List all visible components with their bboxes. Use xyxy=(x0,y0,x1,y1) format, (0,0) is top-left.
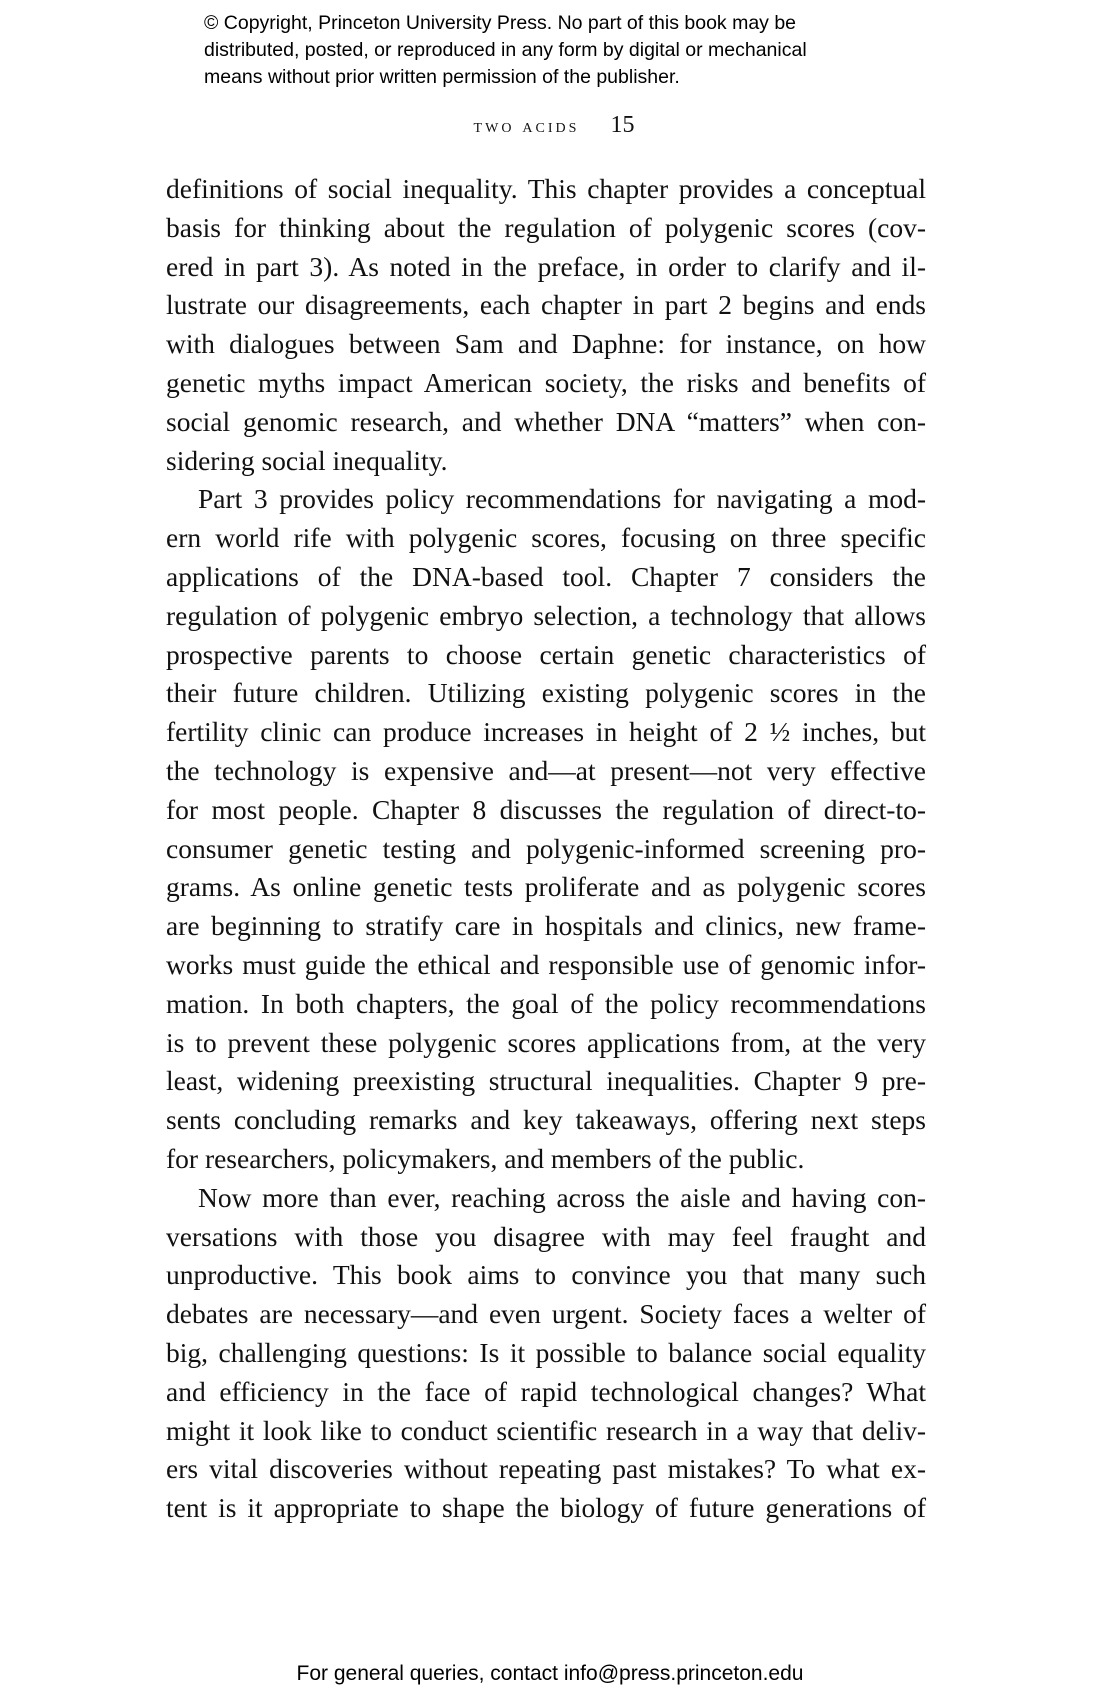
text-line: sidering social inequality. xyxy=(166,444,448,476)
text-line: the technology is expensive and—at present—not very effective xyxy=(166,754,926,786)
text-line: grams. As online genetic tests proliferate and as polygenic scores xyxy=(166,871,926,903)
copyright-notice xyxy=(204,10,924,91)
text-line: genetic myths impact American society, the risks and benefits of xyxy=(166,366,926,398)
text-line: applications of the DNA-based tool. Chapter 7 considers the xyxy=(166,560,926,592)
text-line: their future children. Utilizing existing polygenic scores in the xyxy=(166,677,926,709)
page-number: 15 xyxy=(610,112,635,138)
body-text xyxy=(166,170,926,1528)
text-line: with dialogues between Sam and Daphne: for instance, on how xyxy=(166,328,926,360)
text-line: sents concluding remarks and key takeaways, offering next steps xyxy=(166,1104,926,1136)
text-line: lustrate our disagreements, each chapter in part 2 begins and ends xyxy=(166,289,926,321)
text-line: might it look like to conduct scientific research in a way that deliv- xyxy=(166,1414,926,1446)
running-head xyxy=(0,110,1100,141)
text-line: and efficiency in the face of rapid technological changes? What xyxy=(166,1375,926,1407)
footer-contact: For general queries, contact info@press.princeton.edu xyxy=(296,1662,804,1685)
text-line: debates are necessary—and even urgent. Society faces a welter of xyxy=(166,1298,926,1330)
text-line: Part 3 provides policy recommendations for navigating a mod- xyxy=(198,483,926,515)
text-line: tent is it appropriate to shape the biology of future generations of xyxy=(166,1492,926,1524)
text-line: ers vital discoveries without repeating past mistakes? To what ex- xyxy=(166,1453,926,1485)
text-line: basis for thinking about the regulation of polygenic scores (cov- xyxy=(166,211,926,243)
text-line: fertility clinic can produce increases in height of 2 ½ inches, but xyxy=(166,716,926,748)
text-line: least, widening preexisting structural inequalities. Chapter 9 pre- xyxy=(166,1065,926,1097)
text-line: social genomic research, and whether DNA “matters” when con- xyxy=(166,405,926,437)
text-line: works must guide the ethical and responsible use of genomic infor- xyxy=(166,948,926,980)
text-line: mation. In both chapters, the goal of the policy recommendations xyxy=(166,987,926,1019)
text-line: ered in part 3). As noted in the preface, in order to clarify and il- xyxy=(166,250,926,282)
copyright-line: © Copyright, Princeton University Press. No part of this book may be xyxy=(204,12,797,34)
copyright-line: means without prior written permission of the publisher. xyxy=(204,66,680,88)
copyright-line: distributed, posted, or reproduced in any form by digital or mechanical xyxy=(204,39,807,61)
running-head-title: two acids xyxy=(473,115,580,137)
text-line: are beginning to stratify care in hospitals and clinics, new frame- xyxy=(166,910,926,942)
text-line: consumer genetic testing and polygenic-informed screening pro- xyxy=(166,832,926,864)
text-line: Now more than ever, reaching across the aisle and having con- xyxy=(198,1181,926,1213)
text-line: versations with those you disagree with may feel fraught and xyxy=(166,1220,926,1252)
text-line: unproductive. This book aims to convince you that many such xyxy=(166,1259,926,1291)
text-line: big, challenging questions: Is it possible to balance social equality xyxy=(166,1336,926,1368)
text-line: prospective parents to choose certain genetic characteristics of xyxy=(166,638,926,670)
text-line: regulation of polygenic embryo selection, a technology that allows xyxy=(166,599,926,631)
text-line: definitions of social inequality. This chapter provides a conceptual xyxy=(166,173,926,204)
text-line: for most people. Chapter 8 discusses the regulation of direct-to- xyxy=(166,793,926,825)
text-line: is to prevent these polygenic scores applications from, at the very xyxy=(166,1026,926,1058)
text-line: for researchers, policymakers, and members of the public. xyxy=(166,1142,805,1174)
text-line: ern world rife with polygenic scores, focusing on three specific xyxy=(166,522,926,554)
